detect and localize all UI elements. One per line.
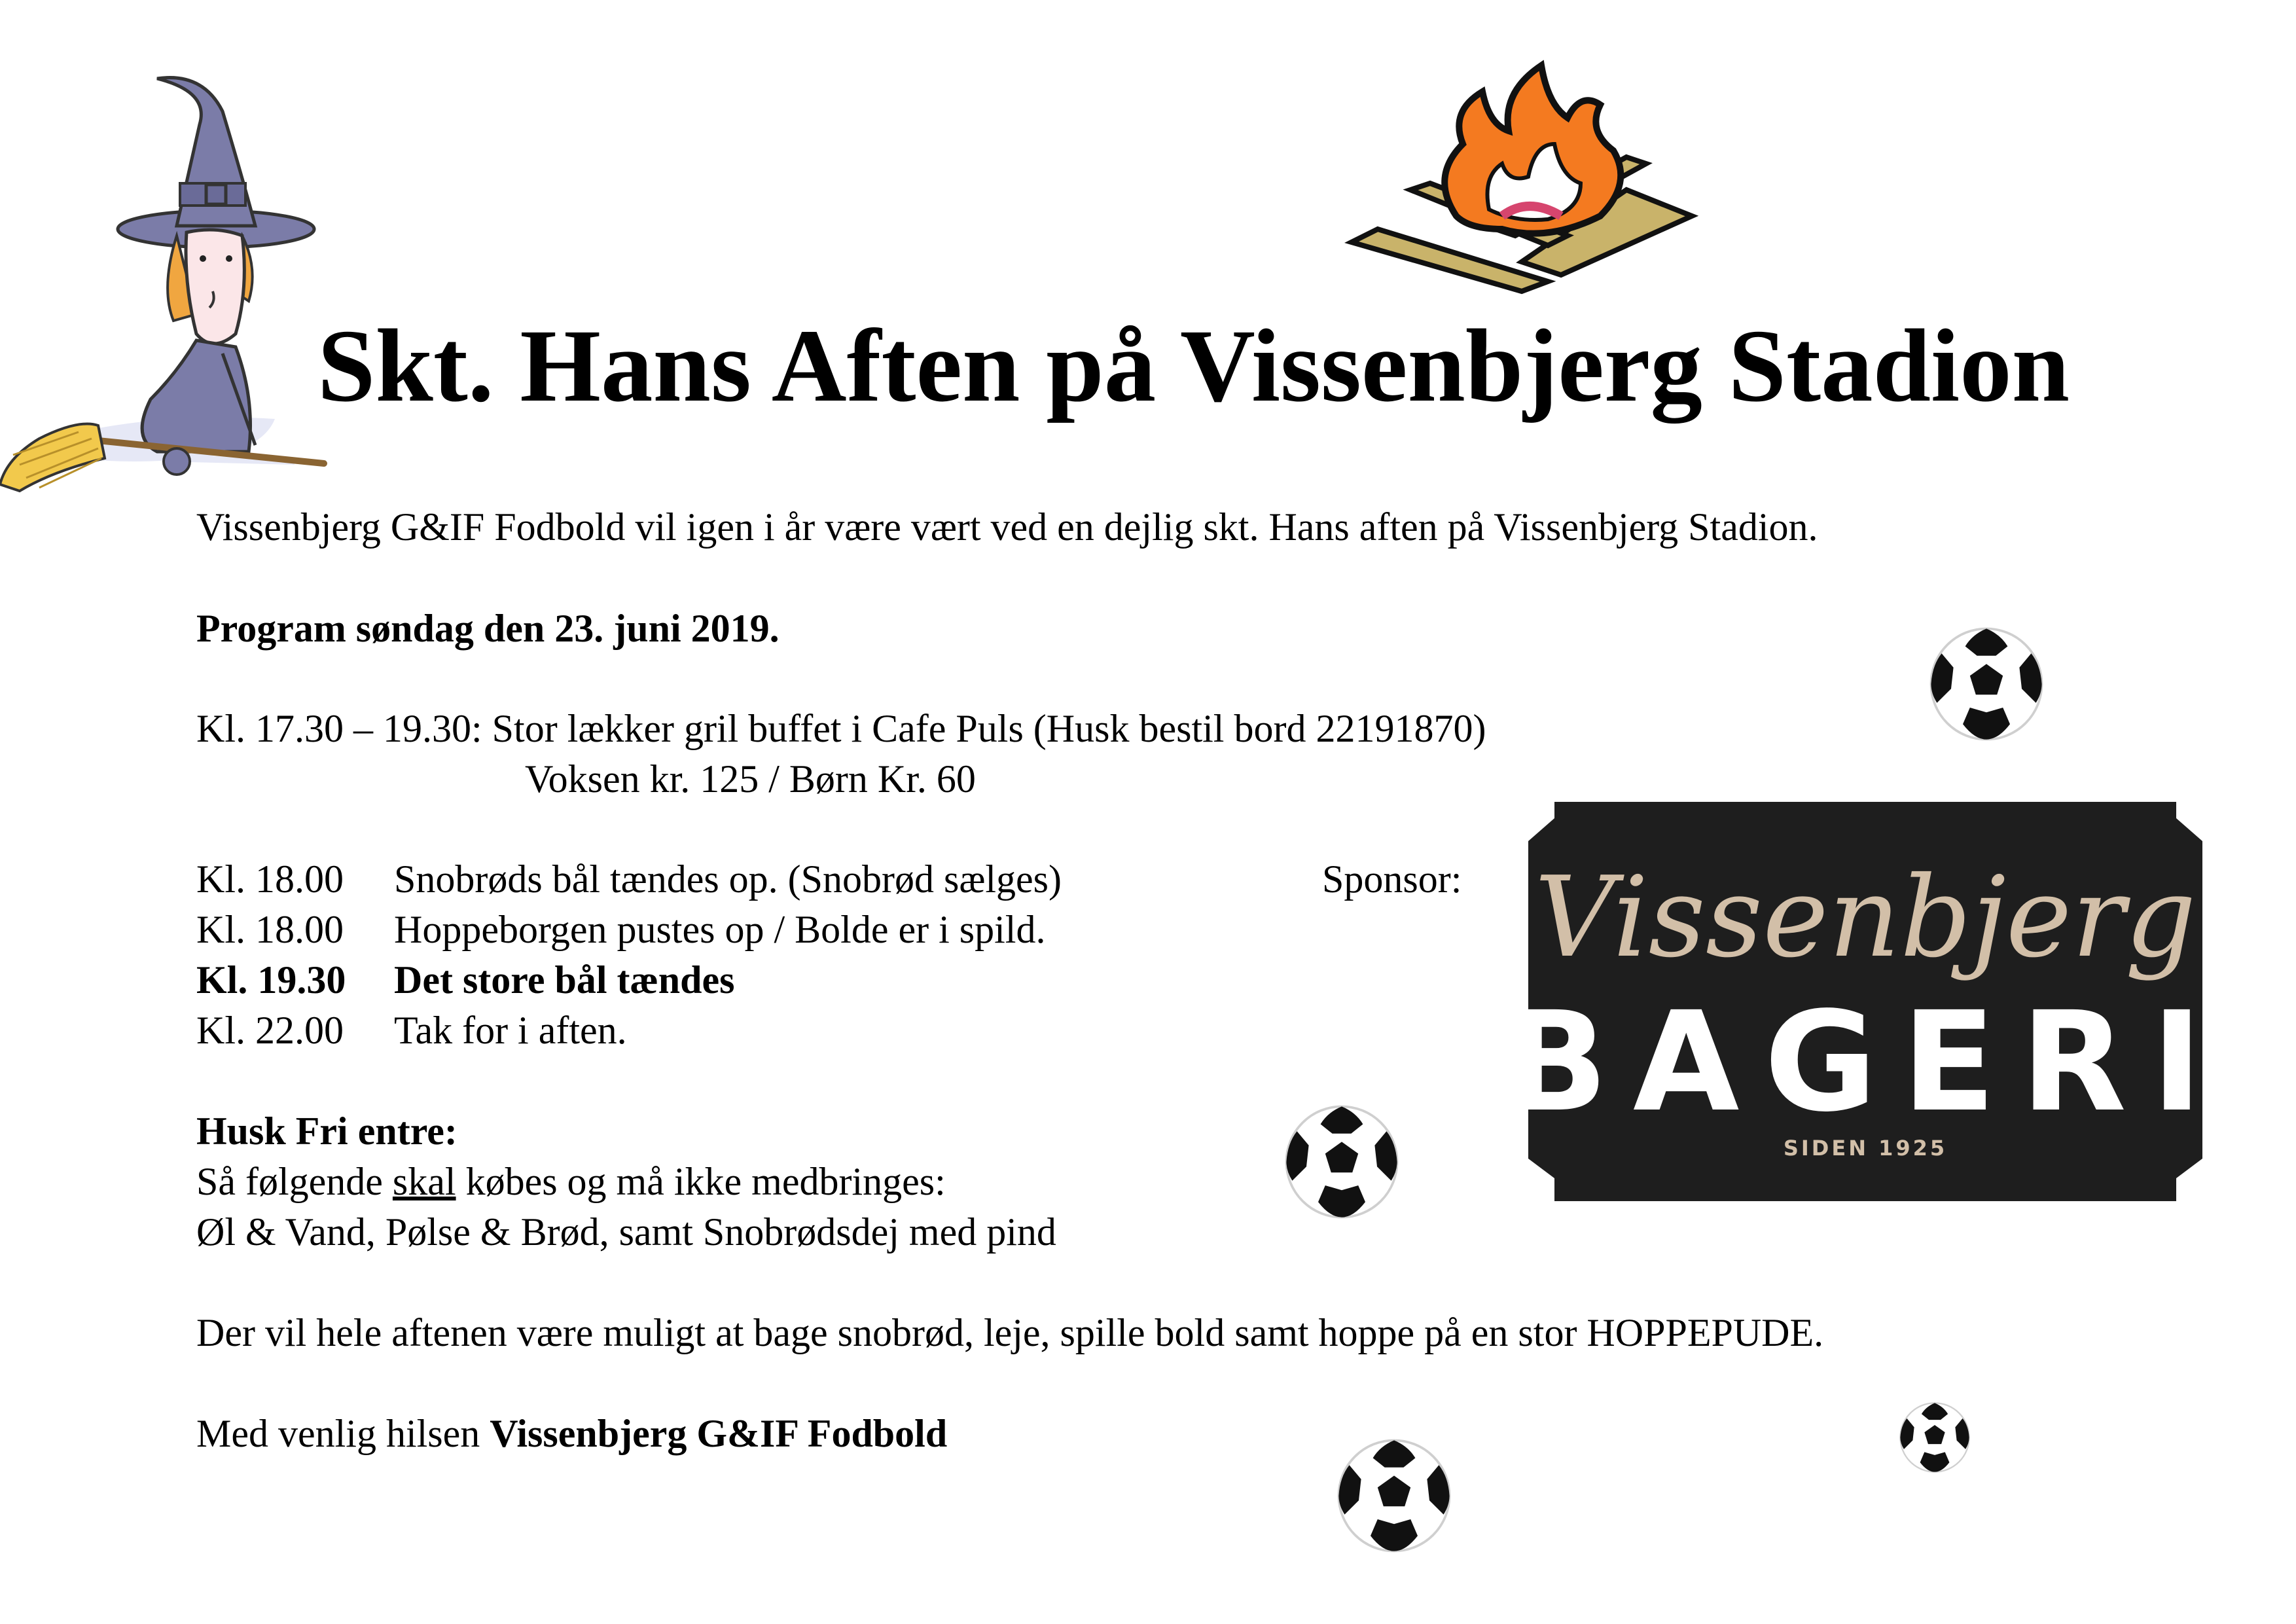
logo-name-text: BAGERI xyxy=(1503,982,2228,1142)
husk-heading: Husk Fri entre: xyxy=(196,1110,457,1153)
schedule-time: Kl. 19.30 xyxy=(196,958,346,1001)
schedule-text: Det store bål tændes xyxy=(394,958,735,1001)
schedule-time: Kl. 22.00 xyxy=(196,1009,344,1052)
schedule-row xyxy=(196,1011,627,1050)
sponsor-label: Sponsor: xyxy=(1322,857,1462,901)
buffet-prices: Voksen kr. 125 / Børn Kr. 60 xyxy=(525,757,976,801)
husk-items: Øl & Vand, Pølse & Brød, samt Snobrødsdej med pind xyxy=(196,1210,1056,1254)
husk-line-end: købes og må ikke medbringes: xyxy=(456,1160,946,1203)
schedule-time: Kl. 18.00 xyxy=(196,908,344,951)
husk-line-start: Så følgende xyxy=(196,1160,393,1203)
closing-organization: Vissenbjerg G&IF Fodbold xyxy=(490,1412,948,1455)
page-title: Skt. Hans Aften på Vissenbjerg Stadion xyxy=(317,308,2070,424)
sponsor-logo xyxy=(1503,802,2228,1201)
soccer-ball-icon xyxy=(1928,625,2045,743)
schedule-text: Tak for i aften. xyxy=(394,1009,627,1052)
logo-since-text: SIDEN 1925 xyxy=(1783,1136,1948,1161)
closing-greeting: Med venlig hilsen xyxy=(196,1412,490,1455)
buffet-line: Kl. 17.30 – 19.30: Stor lækker gril buffet i Cafe Puls (Husk bestil bord 22191870) xyxy=(196,707,1486,750)
schedule-row xyxy=(196,859,1062,899)
schedule-text: Snobrøds bål tændes op. (Snobrød sælges) xyxy=(394,857,1062,901)
soccer-ball-icon xyxy=(1283,1103,1401,1221)
schedule-row xyxy=(196,960,735,1000)
schedule-time: Kl. 18.00 xyxy=(196,857,344,901)
soccer-ball-icon xyxy=(1335,1437,1453,1555)
intro-paragraph: Vissenbjerg G&IF Fodbold vil igen i år være vært ved en dejlig skt. Hans aften på Vissenbjerg Stadion. xyxy=(196,505,1818,549)
husk-underlined-word: skal xyxy=(392,1160,456,1203)
witch-illustration xyxy=(0,72,334,491)
schedule-text: Hoppeborgen pustes op / Bolde er i spild. xyxy=(394,908,1046,951)
husk-line xyxy=(196,1162,946,1201)
soccer-ball-icon xyxy=(1898,1401,1971,1474)
logo-script-text: Vissenbjerg xyxy=(1534,853,2197,983)
program-heading: Program søndag den 23. juni 2019. xyxy=(196,607,780,650)
activities-paragraph: Der vil hele aftenen være muligt at bage snobrød, leje, spille bold samt hoppe på en stor HOPPEPUDE. xyxy=(196,1311,1824,1354)
closing-line xyxy=(196,1414,947,1453)
schedule-row xyxy=(196,910,1045,949)
bonfire-illustration xyxy=(1352,65,1705,295)
